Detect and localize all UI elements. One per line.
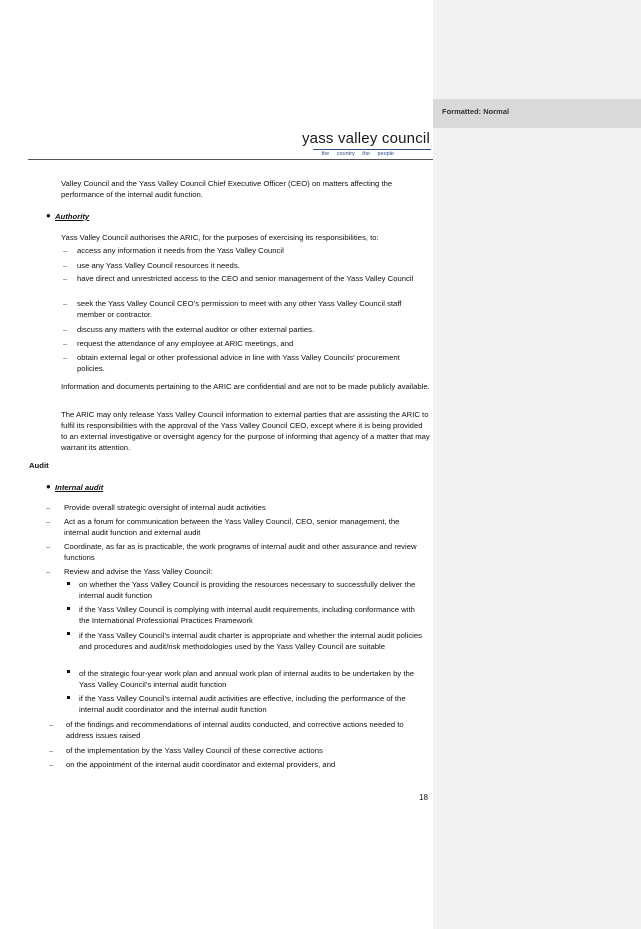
bullet-icon: ● [46,211,51,220]
internal-audit-heading: Internal audit [55,483,104,492]
audit-sub-item: if the Yass Valley Council’s internal audit activities are effective, including the performance of the internal audit coordinator and the internal audit function [79,694,406,714]
audit-item: Review and advise the Yass Valley Council: [64,567,213,576]
dash-icon: – [49,746,54,755]
authority-item: have direct and unrestricted access to the CEO and senior management of the Yass Valley Council [77,274,414,283]
audit-trailing-item: on the appointment of the internal audit coordinator and external providers, and [66,760,336,769]
audit-sub-item: if the Yass Valley Council’s internal audit charter is appropriate and whether the internal audit policies and procedures and audit/risk methodologies used by the Yass Valley Council are suitable [79,631,422,651]
dash-icon: – [49,760,54,769]
dash-icon: – [63,246,68,255]
authority-paragraph: The ARIC may only release Yass Valley Council information to external parties that are assisting the ARIC to fulfil its responsibilities with the approval of the Yass Valley Council CEO, except where it is being provided to an external investigative or oversight agency for the purpose of informing that agency of a matter that may warrant its attention. [61,410,430,452]
dash-icon: – [49,720,54,729]
dash-icon: – [46,517,51,526]
audit-trailing-item: of the implementation by the Yass Valley Council of these corrective actions [66,746,323,755]
audit-heading: Audit [29,461,49,470]
dash-icon: – [63,274,68,283]
authority-item: seek the Yass Valley Council CEO’s permission to meet with any other Yass Valley Council staff member or contractor. [77,299,402,319]
authority-item: discuss any matters with the external auditor or other external parties. [77,325,315,334]
dash-icon: – [63,325,68,334]
audit-item: Act as a forum for communication between the Yass Valley Council, CEO, senior management, the internal audit function and external audit [64,517,400,537]
dash-icon: – [46,503,51,512]
audit-item: Provide overall strategic oversight of internal audit activities [64,503,266,512]
dash-icon: – [63,353,68,362]
dash-icon: – [63,261,68,270]
audit-trailing-item: of the findings and recommendations of internal audits conducted, and corrective actions needed to address issues raised [66,720,404,740]
intro-paragraph: Valley Council and the Yass Valley Council Chief Executive Officer (CEO) on matters affecting the performance of the internal audit function. [61,179,393,199]
audit-item: Coordinate, as far as is practicable, the work programs of internal audit and other assurance and review functions [64,542,417,562]
audit-sub-item: on whether the Yass Valley Council is providing the resources necessary to successfully deliver the internal audit function [79,580,416,600]
dash-icon: – [63,299,68,308]
authority-item: request the attendance of any employee at ARIC meetings, and [77,339,294,348]
square-bullet-icon [67,632,70,635]
audit-sub-item: of the strategic four-year work plan and annual work plan of internal audits to be undertaken by the Yass Valley Council’s internal audit function [79,669,415,689]
audit-sub-item: if the Yass Valley Council is complying with internal audit requirements, including conformance with the International Professional Practices Framework [79,605,415,625]
logo-tagline: the country the people [321,151,394,157]
logo-text: yass valley council [301,130,430,147]
dash-icon: – [63,339,68,348]
authority-item: use any Yass Valley Council resources it needs. [77,261,240,270]
bullet-icon: ● [46,482,51,491]
page-number: 18 [419,793,428,802]
dash-icon: – [46,542,51,551]
square-bullet-icon [67,582,70,585]
authority-heading: Authority [55,212,90,221]
authority-paragraph: Information and documents pertaining to the ARIC are confidential and are not to be made publicly available. [61,382,430,391]
authority-item: obtain external legal or other professional advice in line with Yass Valley Councils’ procurement policies. [77,353,400,373]
dash-icon: – [46,567,51,576]
square-bullet-icon [67,670,70,673]
square-bullet-icon [67,696,70,699]
authority-item: access any information it needs from the Yass Valley Council [77,246,284,255]
comment-heading: Formatted: Normal [433,99,641,128]
square-bullet-icon [67,607,70,610]
comments-pane [433,0,641,929]
authority-intro: Yass Valley Council authorises the ARIC, for the purposes of exercising its responsibilities, to: [61,233,379,242]
